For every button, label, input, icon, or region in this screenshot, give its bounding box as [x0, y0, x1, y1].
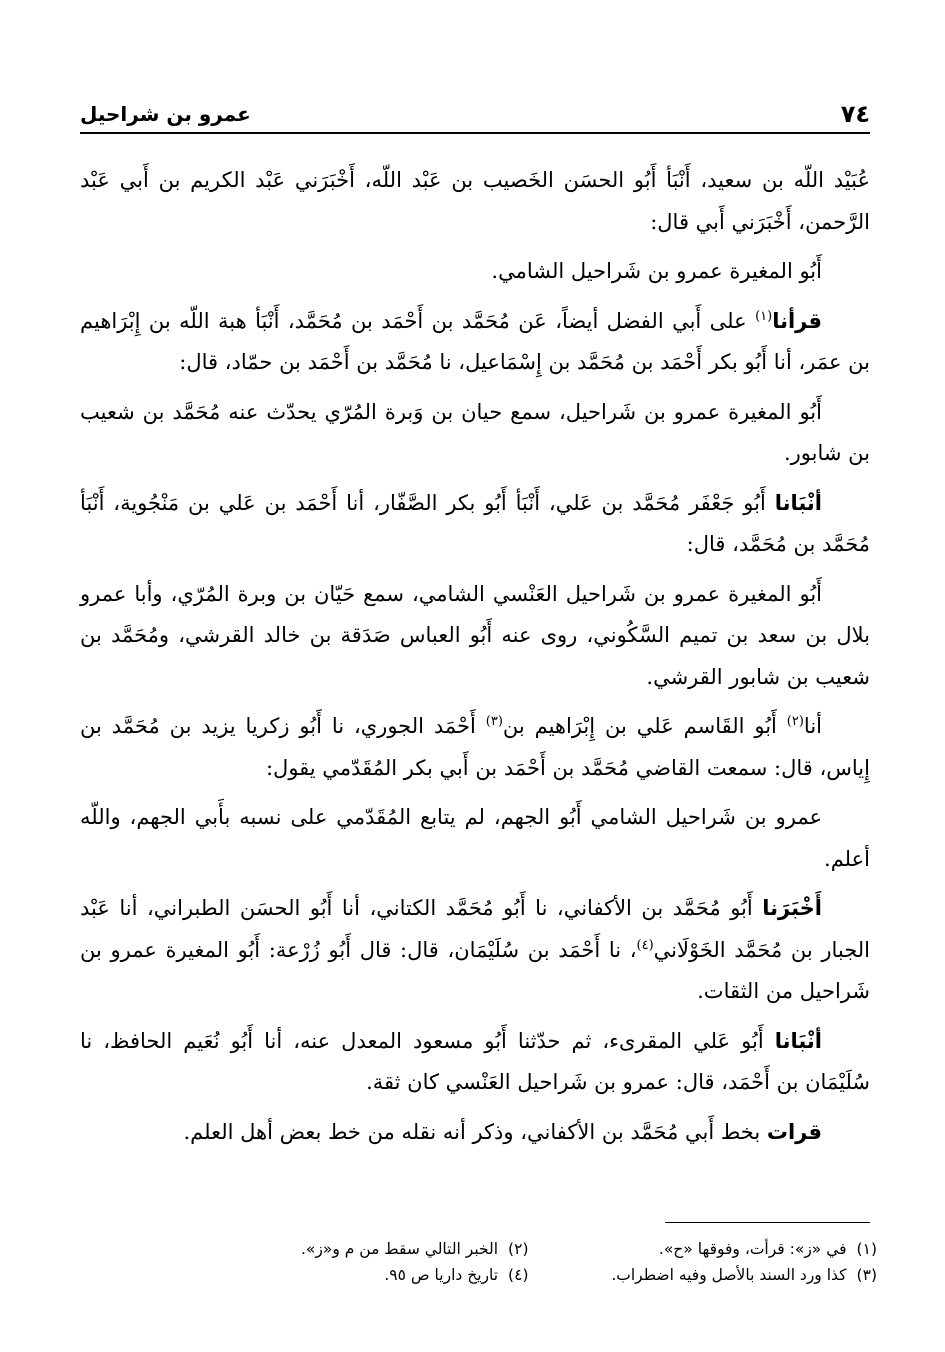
paragraph-text: أَبُو المغيرة عمرو بن شَراحيل العَنْسي الشامي، سمع حَيّان بن وبرة المُرّي، وأبا عمرو بلال بن سعد بن تميم السَّكُوني، روى عنه أَبُو العباس صَدَقة بن خالد القرشي، ومُحَمَّد بن شعيب بن شابور القرشي. [80, 581, 870, 689]
paragraph-text: أَبُو عَلي المقرىء، ثم حدّثنا أَبُو مسعود المعدل عنه، أنا أَبُو نُعَيم الحافظ، نا سُلَيْمَان بن أَحْمَد، قال: عمرو بن شَراحيل العَنْسي كان ثقة. [80, 1028, 870, 1094]
footnote-reference: (٢) [786, 714, 804, 729]
main-text [80, 160, 870, 1153]
text-paragraph [80, 483, 870, 566]
text-paragraph [80, 1021, 870, 1104]
paragraph-text: على أَبي الفضل أيضاً، عَن مُحَمَّد بن أَحْمَد بن مُحَمَّد، أَنْبَأ هبة اللّه بن إِبْرَاهيم بن عمَر، أنا أَبُو بكر أَحْمَد بن مُحَمَّد بن إِسْمَاعيل، نا مُحَمَّد بن أَحْمَد بن حمّاد، قال: [80, 308, 870, 374]
footnote-number: (٤) [508, 1266, 529, 1284]
footnote-3 [529, 1262, 878, 1288]
text-paragraph [80, 888, 870, 1013]
text-paragraph [80, 160, 870, 243]
paragraph-text: بخط أَبي مُحَمَّد بن الأكفاني، وذكر أنه نقله من خط بعض أهل العلم. [183, 1119, 767, 1144]
footnotes [180, 1236, 877, 1288]
text-paragraph [80, 706, 870, 789]
running-title: عمرو بن شراحيل [80, 102, 251, 126]
footnote-number: (١) [856, 1240, 877, 1258]
footnote-reference: (٣) [485, 714, 503, 729]
text-paragraph [80, 574, 870, 699]
text-paragraph [80, 1112, 870, 1154]
text-paragraph [80, 251, 870, 293]
paragraph-text: أَبُو المغيرة عمرو بن شَراحيل، سمع حيان بن وَبرة المُرّي يحدّث عنه مُحَمَّد بن شعيب بن شابور. [80, 399, 870, 465]
footnote-text: تاريخ داريا ص ٩٥. [384, 1266, 499, 1284]
footnote-reference: (١) [755, 308, 773, 324]
footnote-number: (٣) [856, 1266, 877, 1284]
footnote-text: في «ز»: قرأت، وفوقها «ح». [658, 1240, 847, 1258]
footnote-reference: (٤) [636, 937, 654, 953]
text-paragraph [80, 797, 870, 880]
paragraph-lead-word: قرأنا [772, 308, 822, 333]
paragraph-text: أَبُو القَاسم عَلي بن إِبْرَاهيم بن [502, 714, 787, 738]
footnote-1 [529, 1236, 878, 1262]
footnote-text: الخبر التالي سقط من م و«ز». [300, 1240, 499, 1258]
paragraph-text: أَبُو مُحَمَّد بن الأكفاني، نا أَبُو مُحَمَّد الكتاني، أنا أَبُو الحسَن الطبراني، أنا عَبْد الجبار بن مُحَمَّد الخَوْلَاني [80, 896, 870, 962]
text-paragraph [80, 301, 870, 384]
page-number: ٧٤ [840, 100, 870, 128]
paragraph-text: أَبُو جَعْفَر مُحَمَّد بن عَلي، أَنْبَأ أَبُو بكر الصَّفّار، أنا أَحْمَد بن عَلي بن مَنْجُوية، أَنْبَأ مُحَمَّد بن مُحَمَّد، قال: [80, 490, 870, 556]
paragraph-lead-word: أَخْبَرَنا [762, 896, 822, 920]
paragraph-text: أَبُو المغيرة عمرو بن شَراحيل الشامي. [491, 259, 822, 283]
paragraph-lead-word: أنْبَانا [774, 1028, 822, 1053]
paragraph-lead-word: أنْبَانا [774, 490, 822, 515]
footnote-number: (٢) [508, 1240, 529, 1258]
paragraph-lead-word: قرات [766, 1119, 822, 1144]
paragraph-text: ، نا أَحْمَد بن سُلَيْمَان، قال: قال أَبُو زُرْعة: أَبُو المغيرة عمرو بن شَراحيل من الثقات. [80, 937, 870, 1003]
paragraph-text: عمرو بن شَراحيل الشامي أَبُو الجهم، لم يتابع المُقَدّمي على نسبه بأَبي الجهم، واللّه أعلم. [80, 805, 870, 871]
paragraph-text: عُبَيْد اللّه بن سعيد، أَنْبَأ أَبُو الحسَن الخَصيب بن عَبْد اللّه، أَخْبَرَني عَبْد الكريم بن أَبي عَبْد الرَّحمن، أَخْبَرَني أَبي قال: [80, 168, 870, 234]
footnote-separator [665, 1222, 870, 1223]
footnote-row [180, 1262, 877, 1288]
footnote-2 [180, 1236, 529, 1262]
footnote-text: كذا ورد السند بالأصل وفيه اضطراب. [611, 1266, 847, 1284]
footnote-row [180, 1236, 877, 1262]
paragraph-text: أنا [803, 714, 822, 738]
paragraph-text: أَحْمَد الجوري، نا أَبُو زكريا يزيد بن مُحَمَّد بن إِياس، قال: سمعت القاضي مُحَمَّد بن أَحْمَد بن أَبي بكر المُقَدّمي يقول: [80, 714, 870, 780]
text-paragraph [80, 392, 870, 475]
footnote-4 [180, 1262, 529, 1288]
page-header [80, 98, 870, 134]
